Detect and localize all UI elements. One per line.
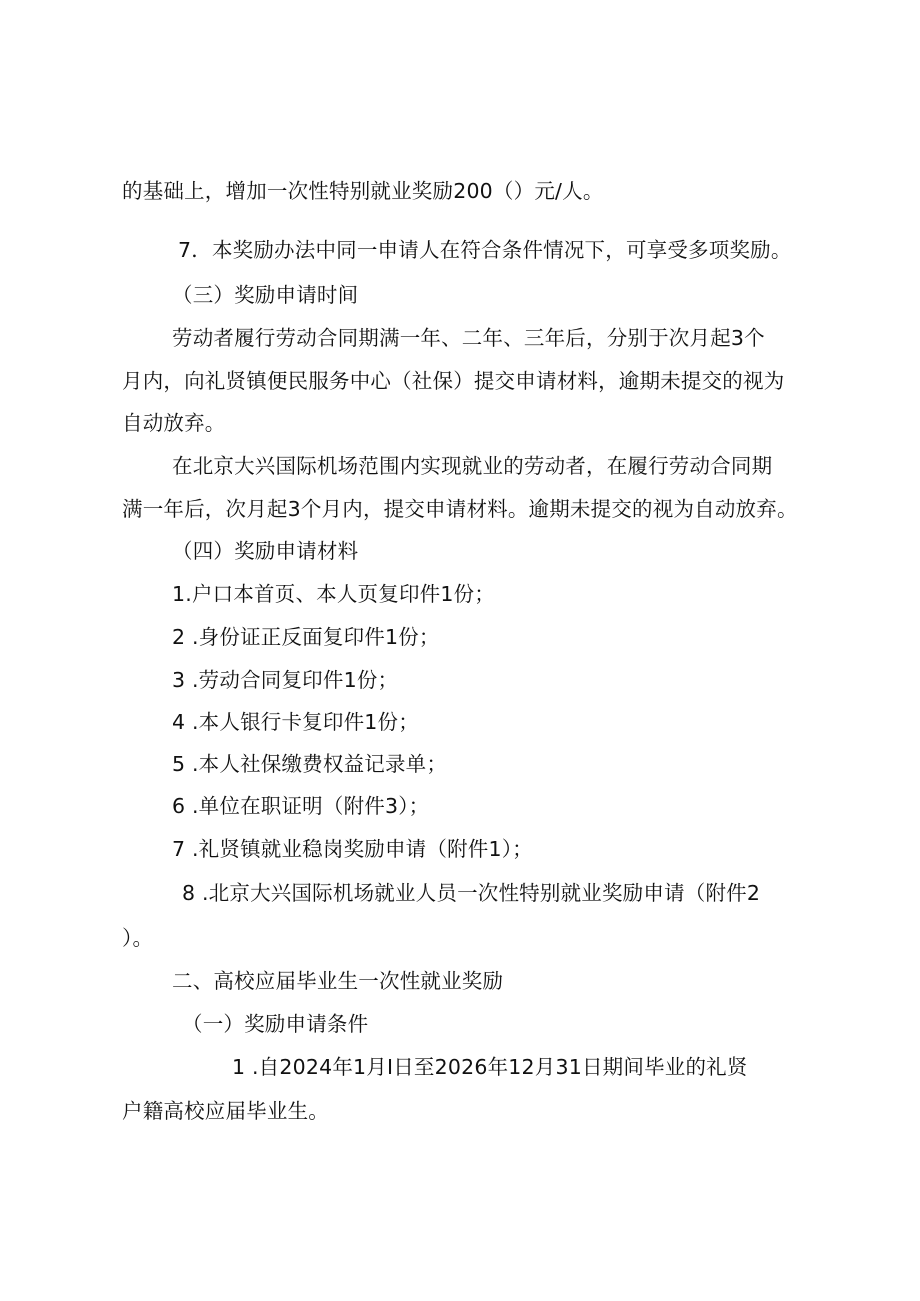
paragraph-award-continuation: 的基础上，增加一次性特别就业奖励200（）元/人。 bbox=[122, 179, 604, 203]
section-heading-graduate-award: 二、高校应届毕业生一次性就业奖励 bbox=[172, 969, 504, 993]
paragraph-airport-line-2: 满一年后，次月起3个月内，提交申请材料。逾期未提交的视为自动放弃。 bbox=[122, 497, 798, 521]
paragraph-time-line-2: 月内，向礼贤镇便民服务中心（社保）提交申请材料，逾期未提交的视为 bbox=[122, 369, 785, 393]
materials-item-6: 6 .单位在职证明（附件3）； bbox=[172, 794, 430, 818]
materials-item-8-continuation: ）。 bbox=[122, 926, 154, 950]
materials-item-1: 1.户口本首页、本人页复印件1份； bbox=[172, 582, 496, 606]
list-item-7-multiple-awards: 7．本奖励办法中同一申请人在符合条件情况下，可享受多项奖励。 bbox=[178, 238, 792, 262]
materials-item-3: 3 .劳动合同复印件1份； bbox=[172, 668, 399, 692]
paragraph-time-line-1: 劳动者履行劳动合同期满一年、二年、三年后，分别于次月起3个 bbox=[172, 326, 765, 350]
materials-item-7: 7 .礼贤镇就业稳岗奖励申请（附件1）； bbox=[172, 837, 533, 861]
conditions-item-1-line-2: 户籍高校应届毕业生。 bbox=[122, 1099, 329, 1123]
section-heading-application-conditions: （一）奖励申请条件 bbox=[182, 1012, 369, 1036]
conditions-item-1-line-1: 1 .自2024年1月I日至2026年12月31日期间毕业的礼贤 bbox=[232, 1055, 748, 1079]
section-heading-application-materials: （四）奖励申请材料 bbox=[172, 539, 359, 563]
section-heading-application-time: （三）奖励申请时间 bbox=[172, 283, 359, 307]
paragraph-airport-line-1: 在北京大兴国际机场范围内实现就业的劳动者，在履行劳动合同期 bbox=[172, 454, 773, 478]
materials-item-5: 5 .本人社保缴费权益记录单； bbox=[172, 752, 448, 776]
materials-item-4: 4 .本人银行卡复印件1份； bbox=[172, 710, 419, 734]
materials-item-2: 2 .身份证正反面复印件1份； bbox=[172, 625, 440, 649]
paragraph-time-line-3: 自动放弃。 bbox=[122, 411, 226, 435]
materials-item-8: 8 .北京大兴国际机场就业人员一次性特别就业奖励申请（附件2 bbox=[182, 881, 761, 905]
